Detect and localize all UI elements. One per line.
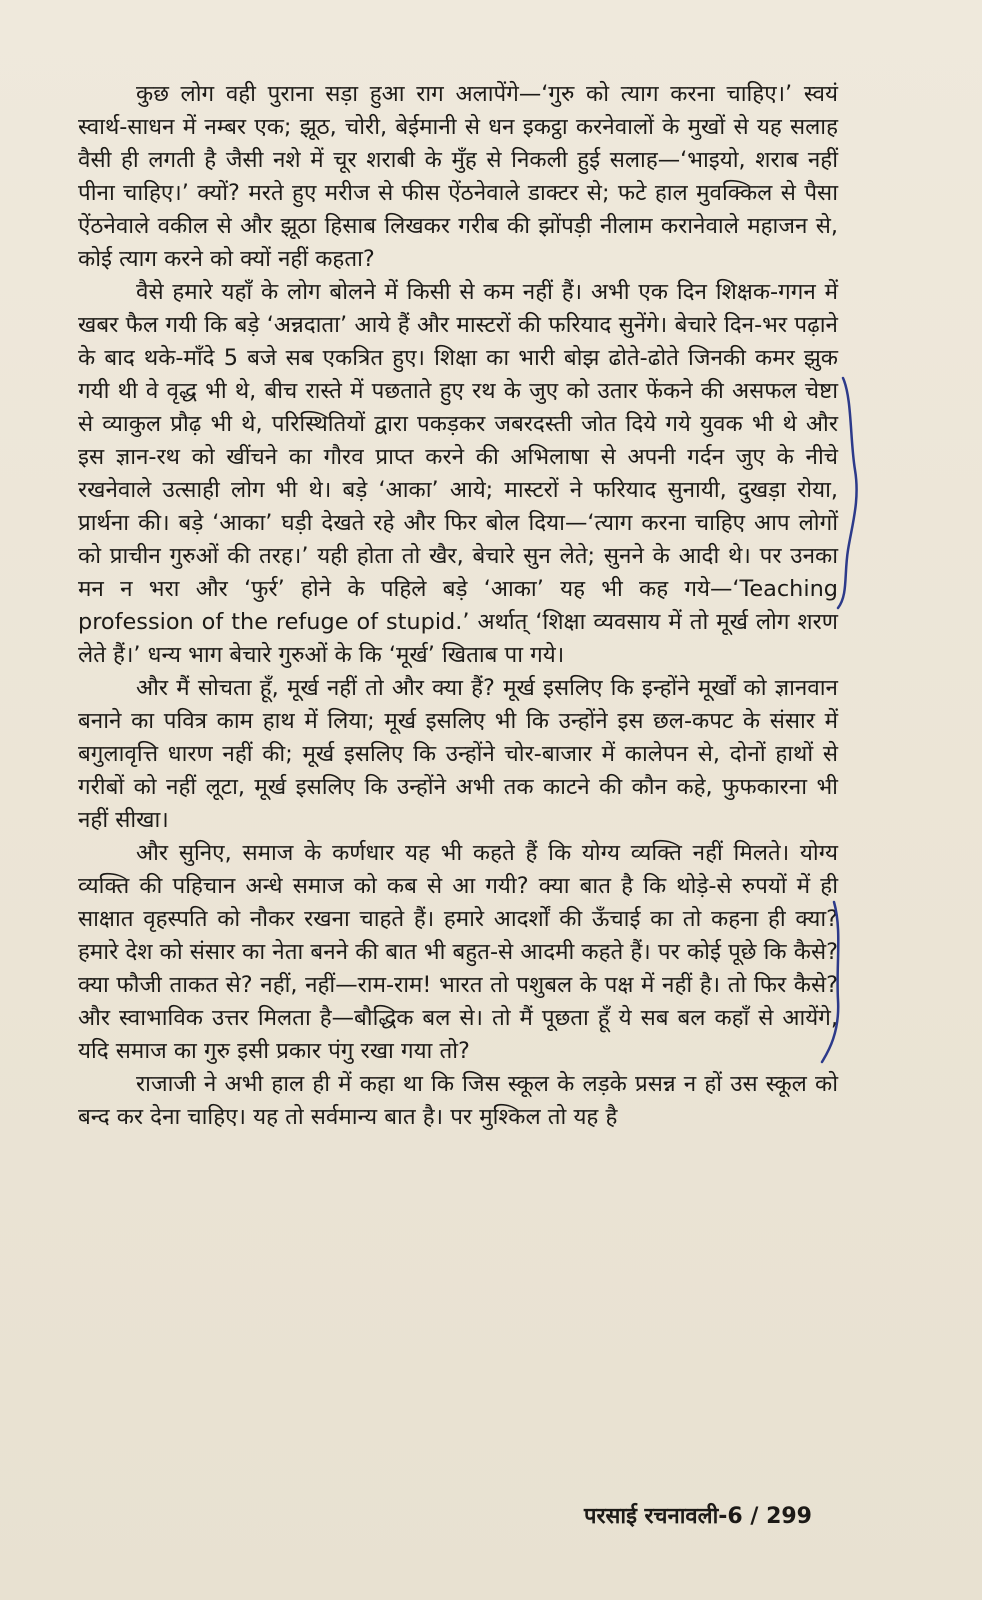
paragraph-4: और सुनिए, समाज के कर्णधार यह भी कहते हैं कि योग्य व्यक्ति नहीं मिलते। योग्य व्यक्ति की पहिचान अन्धे समाज को कब से आ गयी? क्या बात है कि थोड़े-से रुपयों में ही साक्षात वृहस्पति को नौकर रखना चाहते हैं। हमारे आदर्शों की ऊँचाई का तो कहना ही क्या? हमारे देश को संसार का नेता बनने की बात भी बहुत-से आदमी कहते हैं। पर कोई पूछे कि कैसे? क्या फौजी ताकत से? नहीं, नहीं—राम-राम! भारत तो पशुबल के पक्ष में नहीं है। तो फिर कैसे? और स्वाभाविक उत्तर मिलता है—बौद्धिक बल से। तो मैं पूछता हूँ ये सब बल कहाँ से आयेंगे, यदि समाज का गुरु इसी प्रकार पंगु रखा गया तो? [78,840,838,1064]
paragraph-3: और मैं सोचता हूँ, मूर्ख नहीं तो और क्या हैं? मूर्ख इसलिए कि इन्होंने मूर्खों को ज्ञानवान बनाने का पवित्र काम हाथ में लिया; मूर्ख इसलिए भी कि उन्होंने इस छल-कपट के संसार में बगुलावृत्ति धारण नहीं की; मूर्ख इसलिए कि उन्होंने चोर-बाजार में कालेपन से, दोनों हाथों से गरीबों को नहीं लूटा, मूर्ख इसलिए कि उन्होंने अभी तक काटने की कौन कहे, फुफकारना भी नहीं सीखा। [78,675,838,833]
body-text [78,78,838,1134]
paragraph-1: कुछ लोग वही पुराना सड़ा हुआ राग अलापेंगे—‘गुरु को त्याग करना चाहिए।’ स्वयं स्वार्थ-साधन में नम्बर एक; झूठ, चोरी, बेईमानी से धन इकट्ठा करनेवालों के मुखों से यह सलाह वैसी ही लगती है जैसी नशे में चूर शराबी के मुँह से निकली हुई सलाह—‘भाइयो, शराब नहीं पीना चाहिए।’ क्यों? मरते हुए मरीज से फीस ऐंठनेवाले डाक्टर से; फटे हाल मुवक्किल से पैसा ऐंठनेवाले वकील से और झूठा हिसाब लिखकर गरीब की झोंपड़ी नीलाम करानेवाले महाजन से, कोई त्याग करने को क्यों नहीं कहता? [78,81,838,272]
margin-bracket-mark-1 [838,378,857,608]
paragraph-2: वैसे हमारे यहाँ के लोग बोलने में किसी से कम नहीं हैं। अभी एक दिन शिक्षक-गगन में खबर फैल गयी कि बड़े ‘अन्नदाता’ आये हैं और मास्टरों की फरियाद सुनेंगे। बेचारे दिन-भर पढ़ाने के बाद थके-माँदे 5 बजे सब एकत्रित हुए। शिक्षा का भारी बोझ ढोते-ढोते जिनकी कमर झुक गयी थी वे वृद्ध भी थे, बीच रास्ते में पछताते हुए रथ के जुए को उतार फेंकने की असफल चेष्टा से व्याकुल प्रौढ़ भी थे, परिस्थितियों द्वारा पकड़कर जबरदस्ती जोत दिये गये युवक भी थे और इस ज्ञान-रथ को खींचने का गौरव प्राप्त करने की अभिलाषा से अपनी गर्दन जुए के नीचे रखनेवाले उत्साही लोग भी थे। बड़े ‘आका’ आये; मास्टरों ने फरियाद सुनायी, दुखड़ा रोया, प्रार्थना की। बड़े ‘आका’ घड़ी देखते रहे और फिर बोल दिया—‘त्याग करना चाहिए आप लोगों को प्राचीन गुरुओं की तरह।’ यही होता तो खैर, बेचारे सुन लेते; सुनने के आदी थे। पर उनका मन न भरा और ‘फुर्र’ होने के पहिले बड़े ‘आका’ यह भी कह गये—‘Teaching profession of the refuge of stupid.’ अर्थात् ‘शिक्षा व्यवसाय में तो मूर्ख लोग शरण लेते हैं।’ धन्य भाग बेचारे गुरुओं के कि ‘मूर्ख’ खिताब पा गये। [78,279,838,668]
page-footer: परसाई रचनावली-6 / 299 [584,1504,812,1529]
paragraph-5: राजाजी ने अभी हाल ही में कहा था कि जिस स्कूल के लड़के प्रसन्न न हों उस स्कूल को बन्द कर देना चाहिए। यह तो सर्वमान्य बात है। पर मुश्किल तो यह है [78,1071,838,1130]
